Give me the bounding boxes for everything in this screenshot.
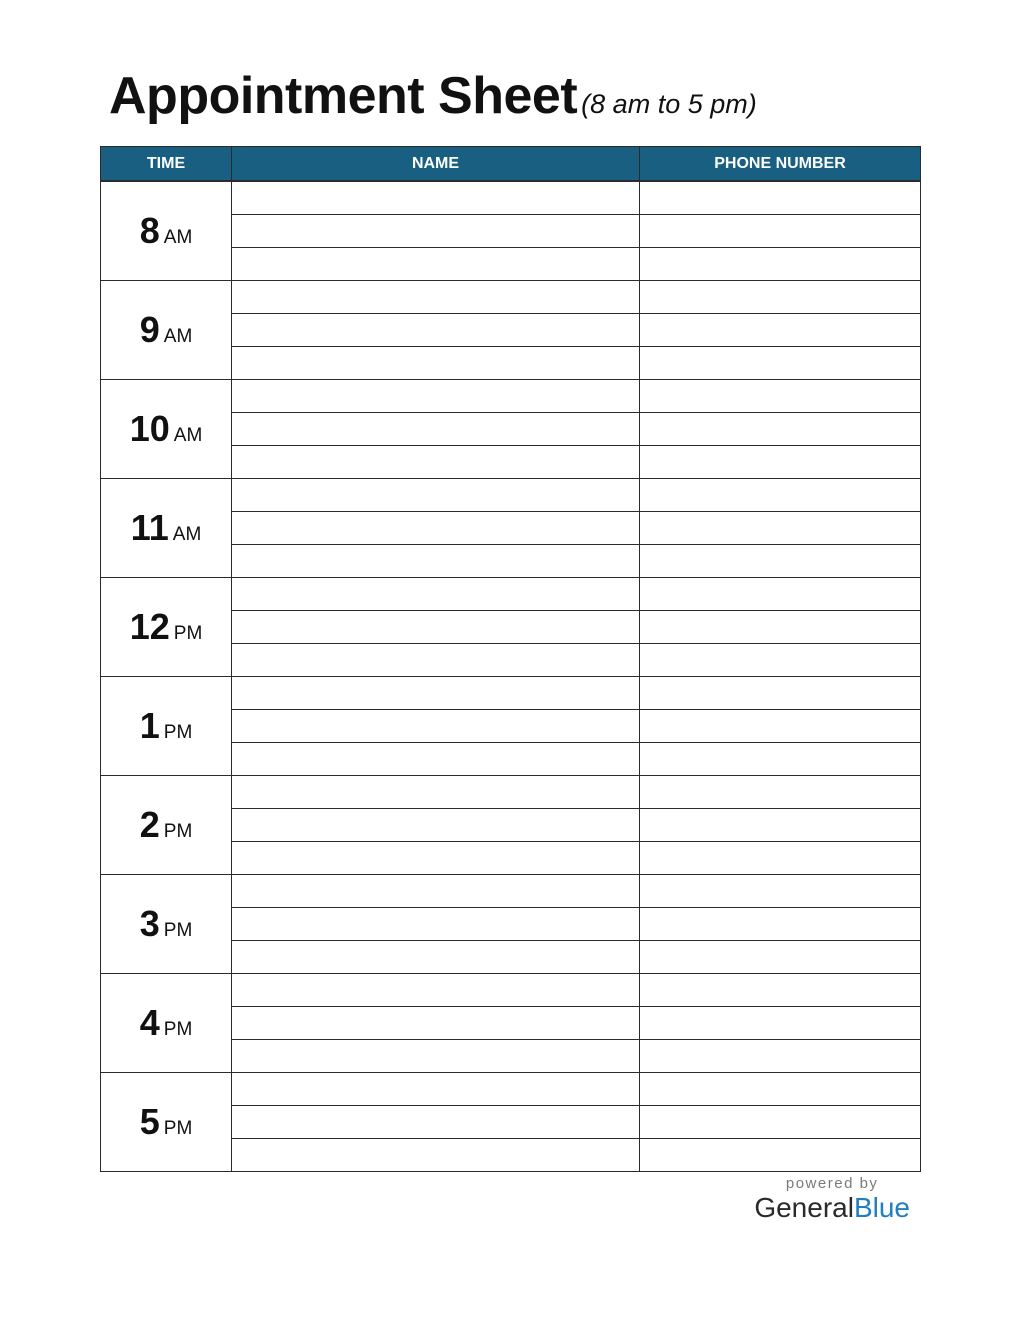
meridiem-label: PM xyxy=(163,821,193,842)
phone-entry-cell[interactable] xyxy=(640,1073,921,1106)
time-slot-cell xyxy=(101,1073,232,1172)
name-entry-cell[interactable] xyxy=(232,1139,640,1172)
time-slot-cell xyxy=(101,677,232,776)
powered-by-text: powered by xyxy=(785,1175,879,1192)
phone-entry-cell[interactable] xyxy=(640,347,921,380)
phone-entry-cell[interactable] xyxy=(640,875,921,908)
meridiem-label: PM xyxy=(163,920,193,941)
name-entry-cell[interactable] xyxy=(232,446,640,479)
time-slot-cell xyxy=(101,875,232,974)
phone-entry-cell[interactable] xyxy=(640,215,921,248)
time-slot-cell xyxy=(101,578,232,677)
appointment-row xyxy=(101,181,921,215)
phone-entry-cell[interactable] xyxy=(640,974,921,1007)
phone-entry-cell[interactable] xyxy=(640,281,921,314)
hour-label: 3 xyxy=(139,903,160,944)
name-entry-cell[interactable] xyxy=(232,215,640,248)
slots-body xyxy=(101,181,921,1172)
appointment-row xyxy=(101,479,921,512)
hour-label: 12 xyxy=(129,606,170,647)
meridiem-label: PM xyxy=(173,623,203,644)
phone-entry-cell[interactable] xyxy=(640,1106,921,1139)
name-entry-cell[interactable] xyxy=(232,1040,640,1073)
phone-entry-cell[interactable] xyxy=(640,479,921,512)
logo-blue-text: Blue xyxy=(853,1192,910,1223)
phone-entry-cell[interactable] xyxy=(640,380,921,413)
hour-label: 4 xyxy=(139,1002,160,1043)
time-slot-cell xyxy=(101,181,232,281)
meridiem-label: PM xyxy=(163,1019,193,1040)
phone-entry-cell[interactable] xyxy=(640,842,921,875)
phone-entry-cell[interactable] xyxy=(640,578,921,611)
phone-entry-cell[interactable] xyxy=(640,181,921,215)
hour-label: 1 xyxy=(139,705,160,746)
name-entry-cell[interactable] xyxy=(232,512,640,545)
phone-entry-cell[interactable] xyxy=(640,512,921,545)
name-column-header: NAME xyxy=(232,147,640,182)
name-entry-cell[interactable] xyxy=(232,644,640,677)
name-entry-cell[interactable] xyxy=(232,1106,640,1139)
hour-label: 9 xyxy=(139,309,160,350)
meridiem-label: AM xyxy=(163,326,193,347)
name-entry-cell[interactable] xyxy=(232,248,640,281)
time-slot-cell xyxy=(101,974,232,1073)
phone-entry-cell[interactable] xyxy=(640,941,921,974)
time-column-header: TIME xyxy=(101,147,232,182)
phone-entry-cell[interactable] xyxy=(640,248,921,281)
phone-entry-cell[interactable] xyxy=(640,1007,921,1040)
hour-label: 8 xyxy=(139,210,160,251)
name-entry-cell[interactable] xyxy=(232,776,640,809)
name-entry-cell[interactable] xyxy=(232,413,640,446)
name-entry-cell[interactable] xyxy=(232,314,640,347)
appointment-row xyxy=(101,1073,921,1106)
time-slot-cell xyxy=(101,380,232,479)
logo-general-text: General xyxy=(754,1192,854,1223)
phone-entry-cell[interactable] xyxy=(640,446,921,479)
name-entry-cell[interactable] xyxy=(232,1073,640,1106)
name-entry-cell[interactable] xyxy=(232,974,640,1007)
phone-entry-cell[interactable] xyxy=(640,314,921,347)
name-entry-cell[interactable] xyxy=(232,1007,640,1040)
time-slot-cell xyxy=(101,479,232,578)
page-subtitle: (8 am to 5 pm) xyxy=(581,89,757,119)
phone-entry-cell[interactable] xyxy=(640,611,921,644)
meridiem-label: PM xyxy=(163,1118,193,1139)
hour-label: 5 xyxy=(139,1101,160,1142)
phone-column-header: PHONE NUMBER xyxy=(640,147,921,182)
hour-label: 2 xyxy=(139,804,160,845)
phone-entry-cell[interactable] xyxy=(640,743,921,776)
name-entry-cell[interactable] xyxy=(232,677,640,710)
name-entry-cell[interactable] xyxy=(232,281,640,314)
phone-entry-cell[interactable] xyxy=(640,644,921,677)
appointment-row xyxy=(101,677,921,710)
generalblue-logo xyxy=(754,1192,910,1224)
appointment-row xyxy=(101,974,921,1007)
phone-entry-cell[interactable] xyxy=(640,809,921,842)
name-entry-cell[interactable] xyxy=(232,809,640,842)
header-row xyxy=(101,147,921,182)
name-entry-cell[interactable] xyxy=(232,710,640,743)
phone-entry-cell[interactable] xyxy=(640,1139,921,1172)
name-entry-cell[interactable] xyxy=(232,908,640,941)
appointment-row xyxy=(101,281,921,314)
phone-entry-cell[interactable] xyxy=(640,908,921,941)
hour-label: 11 xyxy=(130,507,169,548)
name-entry-cell[interactable] xyxy=(232,875,640,908)
appointment-row xyxy=(101,875,921,908)
title-block xyxy=(109,66,757,126)
appointment-table xyxy=(100,146,921,1172)
meridiem-label: AM xyxy=(163,227,193,248)
appointment-row xyxy=(101,776,921,809)
name-entry-cell[interactable] xyxy=(232,181,640,215)
time-slot-cell xyxy=(101,776,232,875)
name-entry-cell[interactable] xyxy=(232,578,640,611)
phone-entry-cell[interactable] xyxy=(640,776,921,809)
appointment-row xyxy=(101,578,921,611)
meridiem-label: PM xyxy=(163,722,193,743)
meridiem-label: AM xyxy=(172,524,202,545)
name-entry-cell[interactable] xyxy=(232,545,640,578)
hour-label: 10 xyxy=(129,408,170,449)
page-title: Appointment Sheet xyxy=(109,67,578,125)
brand-footer xyxy=(754,1175,910,1224)
phone-entry-cell[interactable] xyxy=(640,710,921,743)
phone-entry-cell[interactable] xyxy=(640,545,921,578)
phone-entry-cell[interactable] xyxy=(640,413,921,446)
name-entry-cell[interactable] xyxy=(232,611,640,644)
name-entry-cell[interactable] xyxy=(232,941,640,974)
name-entry-cell[interactable] xyxy=(232,743,640,776)
meridiem-label: AM xyxy=(173,425,203,446)
phone-entry-cell[interactable] xyxy=(640,1040,921,1073)
appointment-row xyxy=(101,380,921,413)
name-entry-cell[interactable] xyxy=(232,479,640,512)
time-slot-cell xyxy=(101,281,232,380)
name-entry-cell[interactable] xyxy=(232,347,640,380)
name-entry-cell[interactable] xyxy=(232,842,640,875)
phone-entry-cell[interactable] xyxy=(640,677,921,710)
name-entry-cell[interactable] xyxy=(232,380,640,413)
